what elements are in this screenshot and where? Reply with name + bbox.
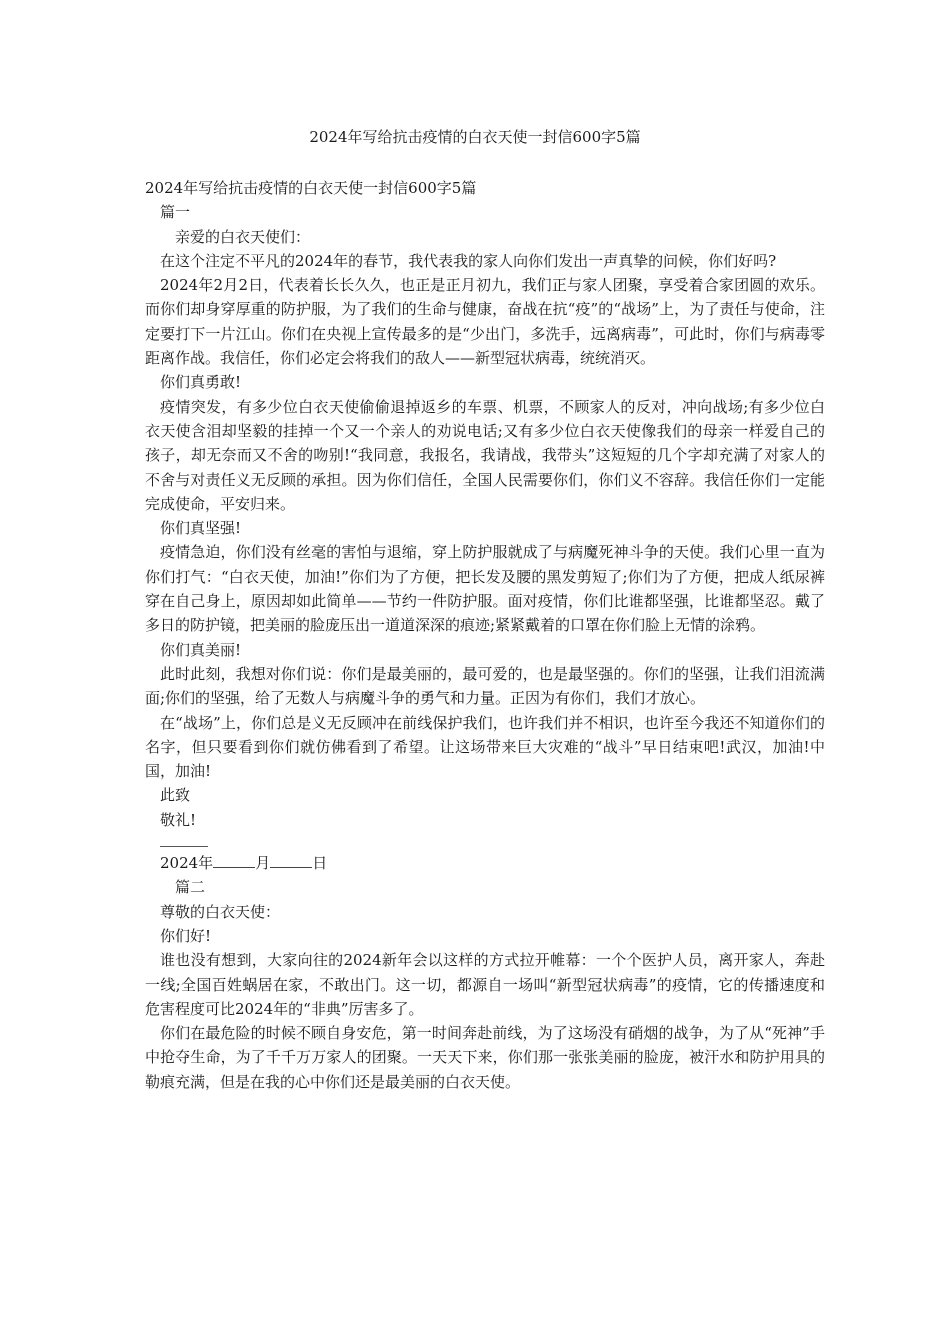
letter1-paragraph: 在这个注定不平凡的2024年的春节，我代表我的家人向你们发出一声真挚的问候，你们好吗?	[160, 251, 777, 270]
date-year: 2024年	[160, 854, 214, 873]
letter2-paragraph: 谁也没有想到，大家向往的2024新年会以这样的方式拉开帷幕：一个个医护人员，离开家人，奔赴一线;全国百姓蜗居在家，不敢出门。这一切，都源自一场叫“新型冠状病毒”的疫情，它的传播速度和危害程度可比2024年的“非典”厉害多了。	[145, 951, 825, 1018]
letter1-paragraph: 你们真勇敢!	[160, 373, 242, 392]
date-day: 日	[312, 854, 328, 873]
signature-line	[160, 832, 208, 847]
letter2-greeting: 你们好!	[160, 926, 212, 945]
letter2-paragraph: 你们在最危险的时候不顾自身安危，第一时间奔赴前线，为了这场没有硝烟的战争，为了从“死神”手中抢夺生命，为了千千万万家人的团聚。一天天下来，你们那一张张美丽的脸庞，被汗水和防护用具的勒痕充满，但是在我的心中你们还是最美丽的白衣天使。	[145, 1024, 825, 1091]
letter1-paragraph: 疫情突发，有多少位白衣天使偷偷退掉返乡的车票、机票，不顾家人的反对，冲向战场;有多少位白衣天使含泪却坚毅的挂掉一个又一个亲人的劝说电话;又有多少位白衣天使像我们的母亲一样爱自己的孩子，却无奈而又不舍的吻别!“我同意，我报名，我请战，我带头”这短短的几个字却充满了对家人的不舍与对责任义无反顾的承担。因为你们信任，全国人民需要你们，你们义不容辞。我信任你们一定能完成使命，平安归来。	[145, 397, 825, 513]
date-blank	[270, 853, 312, 868]
document-body	[145, 176, 825, 1094]
letter1-date	[145, 851, 825, 875]
document-title: 2024年写给抗击疫情的白衣天使一封信600字5篇	[309, 128, 641, 146]
letter1-closing: 此致	[160, 786, 191, 805]
letter1-salutation: 亲爱的白衣天使们：	[175, 227, 311, 246]
letter2-heading: 篇二	[175, 878, 206, 897]
date-blank	[213, 853, 255, 868]
letter1-heading: 篇一	[160, 203, 191, 222]
letter1-paragraph: 2024年2月2日，代表着长长久久，也正是正月初九，我们正与家人团聚，享受着合家团圆的欢乐。而你们却身穿厚重的防护服，为了我们的生命与健康，奋战在抗“疫”的“战场”上，为了责任与使命，注定要打下一片江山。你们在央视上宣传最多的是“少出门，多洗手，远离病毒”，可此时，你们与病毒零距离作战。我信任，你们必定会将我们的敌人——新型冠状病毒，统统消灭。	[145, 276, 825, 368]
date-month: 月	[255, 854, 271, 873]
letter1-closing: 敬礼!	[160, 810, 197, 829]
letter2-salutation: 尊敬的白衣天使：	[160, 902, 281, 921]
letter1-paragraph: 疫情急迫，你们没有丝毫的害怕与退缩，穿上防护服就成了与病魔死神斗争的天使。我们心里一直为你们打气：“白衣天使，加油!”你们为了方便，把长发及腰的黑发剪短了;你们为了方便，把成人纸尿裤穿在自己身上，原因却如此简单——节约一件防护服。面对疫情，你们比谁都坚强，比谁都坚忍。戴了多日的防护镜，把美丽的脸庞压出一道道深深的痕迹;紧紧戴着的口罩在你们脸上无情的涂鸦。	[145, 543, 825, 635]
letter1-paragraph: 此时此刻，我想对你们说：你们是最美丽的，最可爱的，也是最坚强的。你们的坚强，让我们泪流满面;你们的坚强，给了无数人与病魔斗争的勇气和力量。正因为有你们，我们才放心。	[145, 664, 825, 708]
letter1-paragraph: 你们真坚强!	[160, 519, 242, 538]
document-subtitle: 2024年写给抗击疫情的白衣天使一封信600字5篇	[145, 179, 477, 197]
letter1-paragraph: 在“战场”上，你们总是义无反顾冲在前线保护我们，也许我们并不相识，也许至今我还不知道你们的名字，但只要看到你们就仿佛看到了希望。让这场带来巨大灾难的“战斗”早日结束吧!武汉，加油!中国，加油!	[145, 713, 825, 781]
letter1-paragraph: 你们真美丽!	[160, 640, 242, 659]
